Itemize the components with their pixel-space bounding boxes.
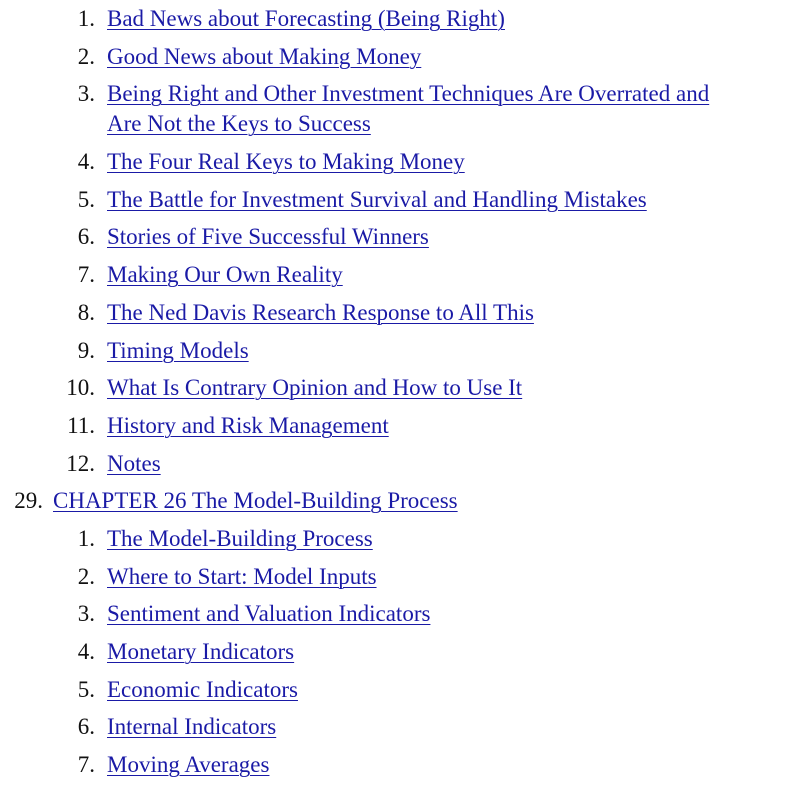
toc-link-economic-indicators[interactable]: Economic Indicators — [107, 676, 298, 702]
toc-row — [0, 445, 800, 483]
toc-number: 6. — [77, 714, 95, 740]
toc-link-being-right-overrated[interactable]: Being Right and Other Investment Techniques Are Overrated and — [107, 81, 710, 107]
toc-number: 3. — [77, 601, 95, 627]
toc-number: 5. — [77, 186, 95, 212]
toc-number: 12. — [66, 450, 95, 476]
toc-link-model-inputs[interactable]: Where to Start: Model Inputs — [107, 563, 377, 589]
toc-row — [0, 0, 800, 38]
toc-link-internal-indicators[interactable]: Internal Indicators — [107, 714, 277, 740]
toc-link-model-building-process[interactable]: The Model-Building Process — [107, 525, 373, 551]
toc-row — [0, 407, 800, 445]
toc-link-four-real-keys[interactable]: The Four Real Keys to Making Money — [107, 149, 465, 175]
toc-link-history-risk[interactable]: History and Risk Management — [107, 412, 389, 438]
toc-row — [0, 369, 800, 407]
toc-number: 10. — [66, 375, 95, 401]
toc-row — [0, 633, 800, 671]
toc-number: 4. — [77, 639, 95, 664]
toc-chapter-row — [0, 482, 800, 520]
toc-number: 7. — [77, 752, 95, 778]
toc-row — [0, 332, 800, 370]
toc-chapter-number: 29. — [14, 488, 43, 514]
toc-row — [0, 558, 800, 596]
toc-link-battle-survival[interactable]: The Battle for Investment Survival and Handling Mistakes — [107, 186, 647, 212]
toc-link-contrary-opinion[interactable]: What Is Contrary Opinion and How to Use It — [107, 375, 523, 401]
toc-number: 1. — [77, 525, 95, 551]
toc-link-sentiment-valuation[interactable]: Sentiment and Valuation Indicators — [107, 601, 431, 627]
toc-link-ned-davis-response[interactable]: The Ned Davis Research Response to All This — [107, 299, 534, 325]
toc-link-five-winners[interactable]: Stories of Five Successful Winners — [107, 224, 429, 250]
toc-link-timing-models[interactable]: Timing Models — [107, 337, 249, 363]
toc-number: 11. — [67, 412, 95, 438]
toc-row — [0, 256, 800, 294]
toc-link-notes[interactable]: Notes — [107, 450, 161, 476]
toc-number: 1. — [77, 6, 95, 31]
toc-row — [0, 671, 800, 709]
toc-row — [0, 294, 800, 332]
toc-link-monetary-indicators[interactable]: Monetary Indicators — [107, 639, 295, 664]
toc-number: 8. — [77, 299, 95, 325]
toc-row — [0, 143, 800, 181]
toc-row — [0, 38, 800, 76]
toc-link-being-right-overrated-cont[interactable]: Are Not the Keys to Success — [107, 111, 371, 137]
toc-number: 3. — [77, 81, 95, 107]
toc-link-own-reality[interactable]: Making Our Own Reality — [107, 262, 343, 288]
toc-row — [0, 75, 800, 105]
toc-number: 9. — [77, 337, 95, 363]
toc-link-good-news-money[interactable]: Good News about Making Money — [107, 43, 422, 69]
toc-link-moving-averages[interactable]: Moving Averages — [107, 752, 270, 778]
toc-number: 6. — [77, 224, 95, 250]
toc-row — [0, 181, 800, 219]
toc-row — [0, 708, 800, 746]
toc-number: 4. — [77, 149, 95, 175]
toc-row — [0, 520, 800, 558]
toc-link-bad-news-forecasting[interactable]: Bad News about Forecasting (Being Right) — [107, 6, 505, 31]
toc-row-continuation — [0, 105, 800, 143]
toc-number: 5. — [77, 676, 95, 702]
toc-number: 2. — [77, 43, 95, 69]
toc-link-chapter-26[interactable]: CHAPTER 26 The Model-Building Process — [53, 488, 458, 514]
toc-row — [0, 746, 800, 784]
toc-row — [0, 218, 800, 256]
toc-number: 2. — [77, 563, 95, 589]
toc-number: 7. — [77, 262, 95, 288]
toc-row — [0, 595, 800, 633]
